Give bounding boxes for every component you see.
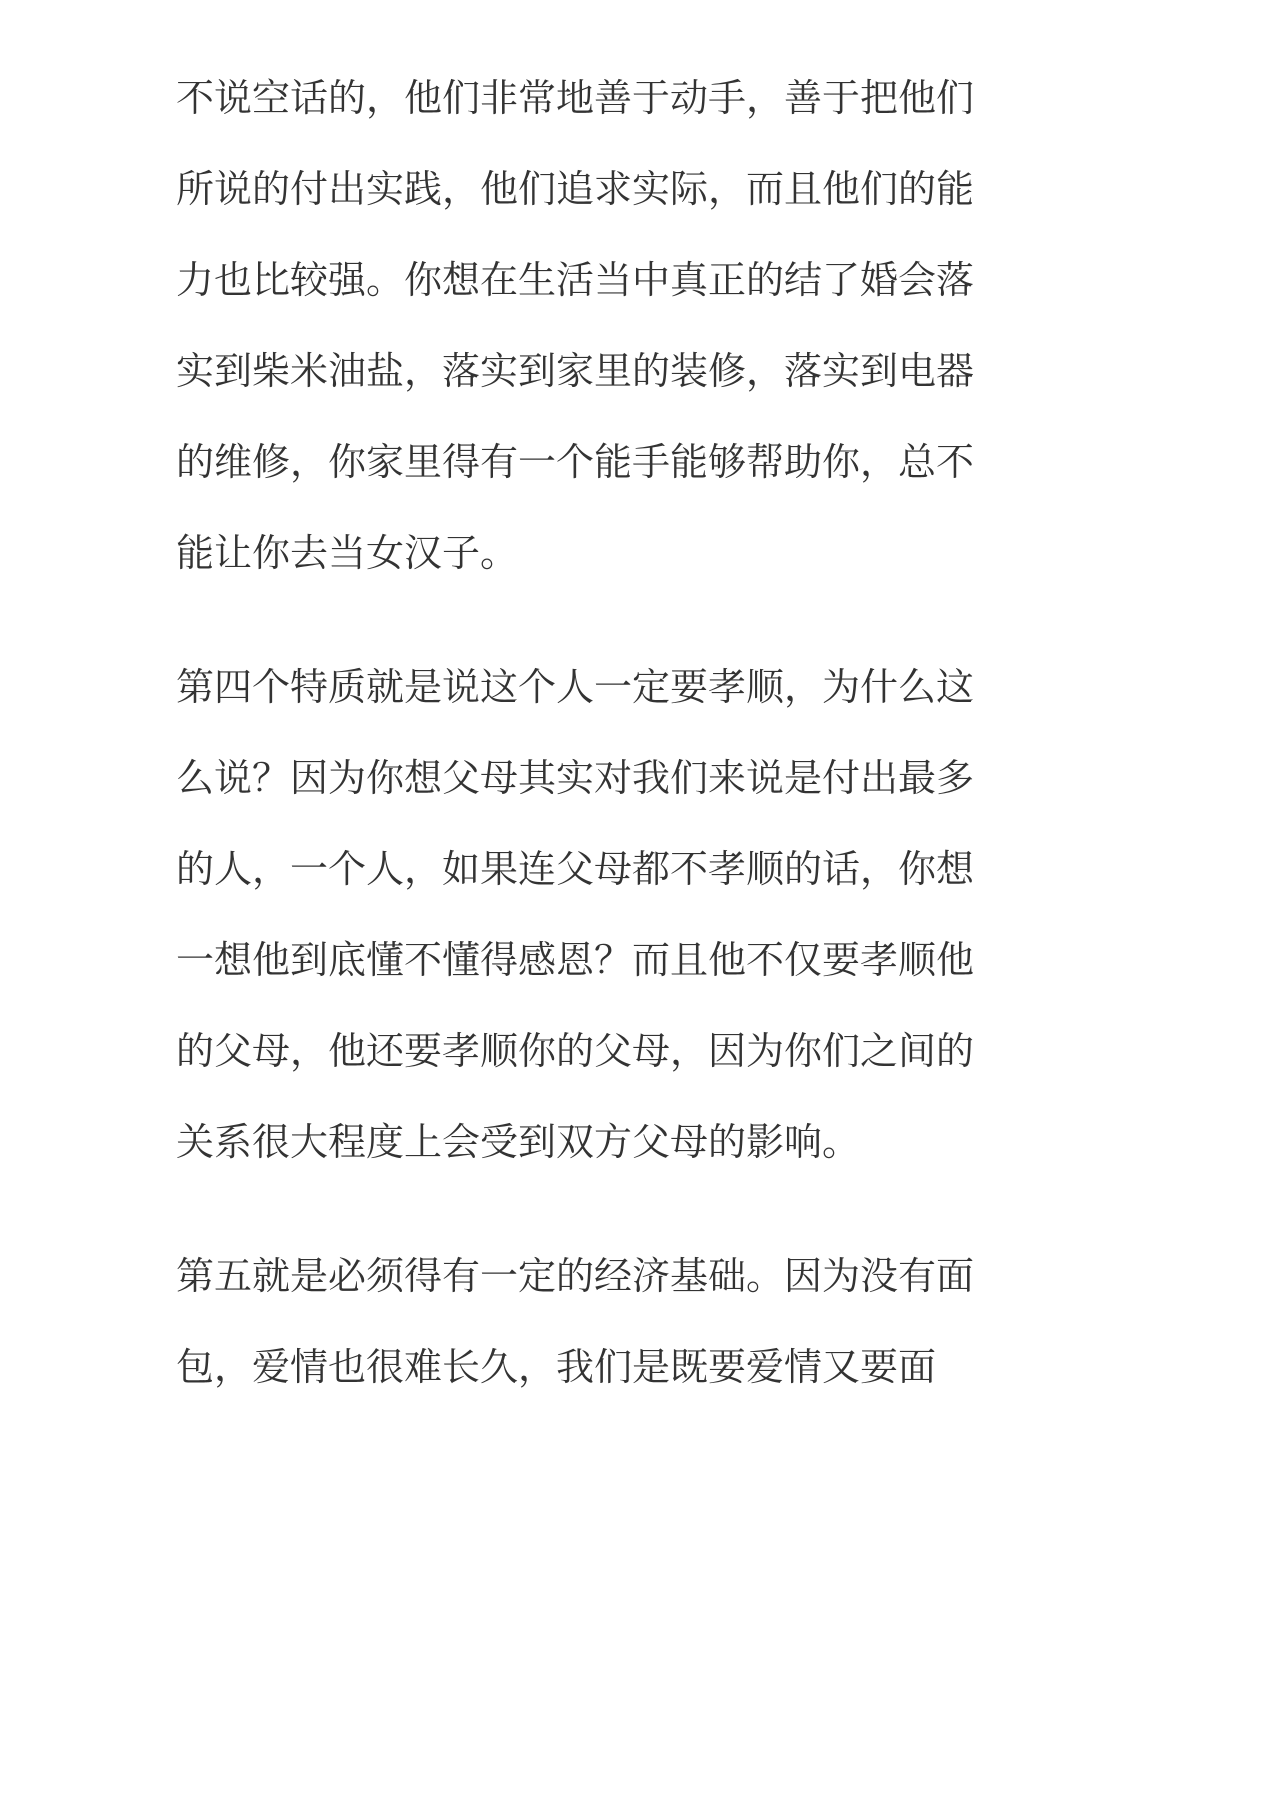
paragraph-spacer xyxy=(176,1201,956,1244)
text-line: 实到柴米油盐，落实到家里的装修，落实到电器 xyxy=(176,349,975,393)
text-line: 所说的付出实践，他们追求实际，而且他们的能 xyxy=(176,167,975,211)
article-body xyxy=(176,66,975,1426)
text-line: 么说？因为你想父母其实对我们来说是付出最多 xyxy=(176,756,975,800)
paragraph-3 xyxy=(176,1244,975,1426)
text-line: 一想他到底懂不懂得感恩？而且他不仅要孝顺他 xyxy=(176,938,975,982)
text-line: 的父母，他还要孝顺你的父母，因为你们之间的 xyxy=(176,1029,975,1073)
text-line: 的人，一个人，如果连父母都不孝顺的话，你想 xyxy=(176,847,975,891)
text-line: 不说空话的，他们非常地善于动手，善于把他们 xyxy=(176,76,975,120)
text-line: 第五就是必须得有一定的经济基础。因为没有面 xyxy=(176,1254,975,1298)
paragraph-spacer xyxy=(176,612,956,655)
paragraph-1 xyxy=(176,66,975,612)
text-line: 包，爱情也很难长久，我们是既要爱情又要面 xyxy=(176,1345,937,1389)
text-line: 能让你去当女汉子。 xyxy=(176,531,519,575)
text-line: 力也比较强。你想在生活当中真正的结了婚会落 xyxy=(176,258,975,302)
paragraph-2 xyxy=(176,655,975,1201)
text-line: 的维修，你家里得有一个能手能够帮助你，总不 xyxy=(176,440,975,484)
text-line: 第四个特质就是说这个人一定要孝顺，为什么这 xyxy=(176,665,975,709)
text-line: 关系很大程度上会受到双方父母的影响。 xyxy=(176,1120,861,1164)
